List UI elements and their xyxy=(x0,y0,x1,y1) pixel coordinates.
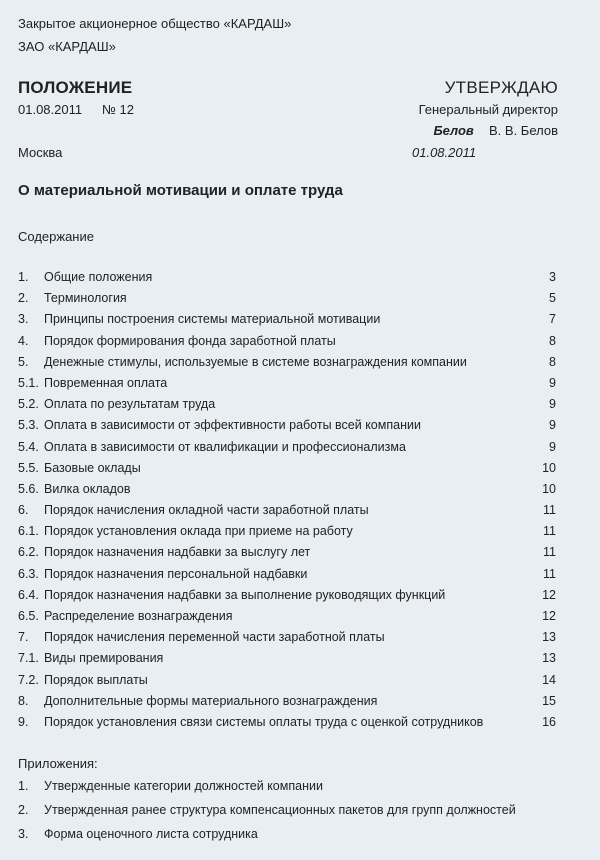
approver-position: Генеральный директор xyxy=(418,102,558,117)
contents-heading: Содержание xyxy=(18,229,94,244)
toc-item xyxy=(18,267,556,288)
toc-item-number: 5. xyxy=(18,354,29,369)
toc-item-page: 8 xyxy=(549,354,556,369)
toc-item xyxy=(18,670,556,691)
toc-item-number: 6. xyxy=(18,503,29,518)
toc-item xyxy=(18,627,556,648)
doc-date: 01.08.2011 xyxy=(18,102,83,117)
toc-item-page: 14 xyxy=(542,672,556,687)
toc-item-number: 1. xyxy=(18,270,29,284)
toc-item-number: 6.5. xyxy=(18,609,39,623)
toc-item xyxy=(18,331,556,352)
toc-item-number: 6.1. xyxy=(18,524,39,539)
toc-item-number: 7. xyxy=(18,630,29,645)
toc-item-page: 12 xyxy=(542,587,556,602)
toc-item-page: 16 xyxy=(542,714,556,729)
toc-item-page: 15 xyxy=(542,693,556,708)
toc-item-page: 3 xyxy=(549,270,556,284)
toc-item-title: Порядок назначения персональной надбавки xyxy=(44,566,308,581)
toc-item-page: 9 xyxy=(549,439,556,454)
toc-item-number: 2. xyxy=(18,291,29,306)
toc-item-title: Порядок назначения надбавки за выполнение руководящих функций xyxy=(44,587,446,602)
toc-item-page: 11 xyxy=(543,545,556,560)
attachments-heading: Приложения: xyxy=(18,756,98,771)
toc-item xyxy=(18,479,556,500)
toc-item-page: 11 xyxy=(543,524,556,539)
toc-item-number: 4. xyxy=(18,333,29,348)
attachments-list xyxy=(18,774,556,846)
toc-item-number: 5.5. xyxy=(18,460,39,475)
toc-item xyxy=(18,712,556,733)
org-short-name: ЗАО «КАРДАШ» xyxy=(18,39,116,54)
toc-item xyxy=(18,606,556,627)
toc-item-page: 9 xyxy=(549,418,556,433)
toc-item-page: 9 xyxy=(549,397,556,412)
toc-item-title: Распределение вознаграждения xyxy=(44,609,233,623)
toc-item-page: 10 xyxy=(542,460,556,475)
toc-item-title: Порядок выплаты xyxy=(44,672,148,687)
toc-item xyxy=(18,500,556,521)
toc-item-number: 6.2. xyxy=(18,545,39,560)
toc-item-title: Повременная оплата xyxy=(44,375,168,390)
attachment-item xyxy=(18,822,556,846)
toc-item-title: Порядок установления связи системы оплаты труда с оценкой сотрудников xyxy=(44,714,484,729)
toc-item-title: Оплата в зависимости от эффективности работы всей компании xyxy=(44,418,421,433)
attachment-item xyxy=(18,798,556,822)
doc-number: № 12 xyxy=(102,102,135,117)
toc-item-title: Порядок установления оклада при приеме на работу xyxy=(44,524,353,539)
doc-type: ПОЛОЖЕНИЕ xyxy=(18,78,133,97)
toc-item-title: Денежные стимулы, используемые в системе вознаграждения компании xyxy=(44,354,467,369)
toc-item xyxy=(18,415,556,436)
toc-item xyxy=(18,542,556,563)
approver-signature-block xyxy=(433,123,558,138)
toc-item-page: 10 xyxy=(542,481,556,496)
toc-item-number: 9. xyxy=(18,714,29,729)
attachment-number: 1. xyxy=(18,779,29,793)
toc-item-title: Общие положения xyxy=(44,270,153,284)
toc-item xyxy=(18,458,556,479)
toc-item xyxy=(18,352,556,373)
toc-item-page: 5 xyxy=(549,291,556,306)
contents-list xyxy=(18,267,556,733)
approver-signature: Белов xyxy=(433,123,474,138)
toc-item-title: Принципы построения системы материальной мотивации xyxy=(44,312,381,327)
toc-item-title: Вилка окладов xyxy=(44,481,131,496)
toc-item xyxy=(18,437,556,458)
toc-item-number: 6.4. xyxy=(18,587,39,602)
toc-item-number: 7.2. xyxy=(18,672,39,687)
approval-date: 01.08.2011 xyxy=(412,145,477,160)
approver-name: В. В. Белов xyxy=(489,123,558,138)
toc-item-page: 7 xyxy=(549,312,556,327)
toc-item-page: 9 xyxy=(549,375,556,390)
toc-item-page: 11 xyxy=(543,503,556,518)
toc-item xyxy=(18,648,556,669)
toc-item-title: Базовые оклады xyxy=(44,460,141,475)
doc-city: Москва xyxy=(18,145,63,160)
toc-item-title: Порядок начисления окладной части заработной платы xyxy=(44,503,369,518)
toc-item-number: 5.3. xyxy=(18,418,39,433)
toc-item xyxy=(18,288,556,309)
toc-item-number: 8. xyxy=(18,693,29,708)
toc-item-title: Порядок назначения надбавки за выслугу лет xyxy=(44,545,311,560)
toc-item-number: 3. xyxy=(18,312,29,327)
toc-item xyxy=(18,691,556,712)
toc-item-page: 13 xyxy=(542,630,556,645)
toc-item-title: Порядок формирования фонда заработной платы xyxy=(44,333,336,348)
toc-item-title: Оплата в зависимости от квалификации и профессионализма xyxy=(44,439,406,454)
toc-item-number: 5.1. xyxy=(18,375,39,390)
toc-item xyxy=(18,564,556,585)
approval-label: УТВЕРЖДАЮ xyxy=(444,78,558,97)
toc-item-number: 6.3. xyxy=(18,566,39,581)
toc-item-title: Дополнительные формы материального вознаграждения xyxy=(44,693,378,708)
toc-item xyxy=(18,521,556,542)
attachment-title: Утвержденные категории должностей компании xyxy=(44,779,323,793)
toc-item-title: Терминология xyxy=(44,291,127,306)
toc-item-page: 11 xyxy=(543,566,556,581)
toc-item-page: 12 xyxy=(542,609,556,623)
attachment-title: Утвержденная ранее структура компенсационных пакетов для групп должностей xyxy=(44,803,516,817)
toc-item-number: 5.2. xyxy=(18,397,39,412)
toc-item-title: Порядок начисления переменной части заработной платы xyxy=(44,630,385,645)
attachment-number: 2. xyxy=(18,803,29,817)
toc-item xyxy=(18,373,556,394)
toc-item xyxy=(18,309,556,330)
toc-item xyxy=(18,585,556,606)
org-full-name: Закрытое акционерное общество «КАРДАШ» xyxy=(18,16,292,31)
toc-item-page: 8 xyxy=(549,333,556,348)
toc-item-title: Виды премирования xyxy=(44,651,164,666)
attachment-number: 3. xyxy=(18,827,29,841)
toc-item-number: 5.6. xyxy=(18,481,39,496)
toc-item-page: 13 xyxy=(542,651,556,666)
attachment-item xyxy=(18,774,556,798)
toc-item xyxy=(18,394,556,415)
toc-item-number: 5.4. xyxy=(18,439,39,454)
toc-item-title: Оплата по результатам труда xyxy=(44,397,216,412)
toc-item-number: 7.1. xyxy=(18,651,39,666)
doc-title: О материальной мотивации и оплате труда xyxy=(18,182,343,199)
attachment-title: Форма оценочного листа сотрудника xyxy=(44,827,258,841)
